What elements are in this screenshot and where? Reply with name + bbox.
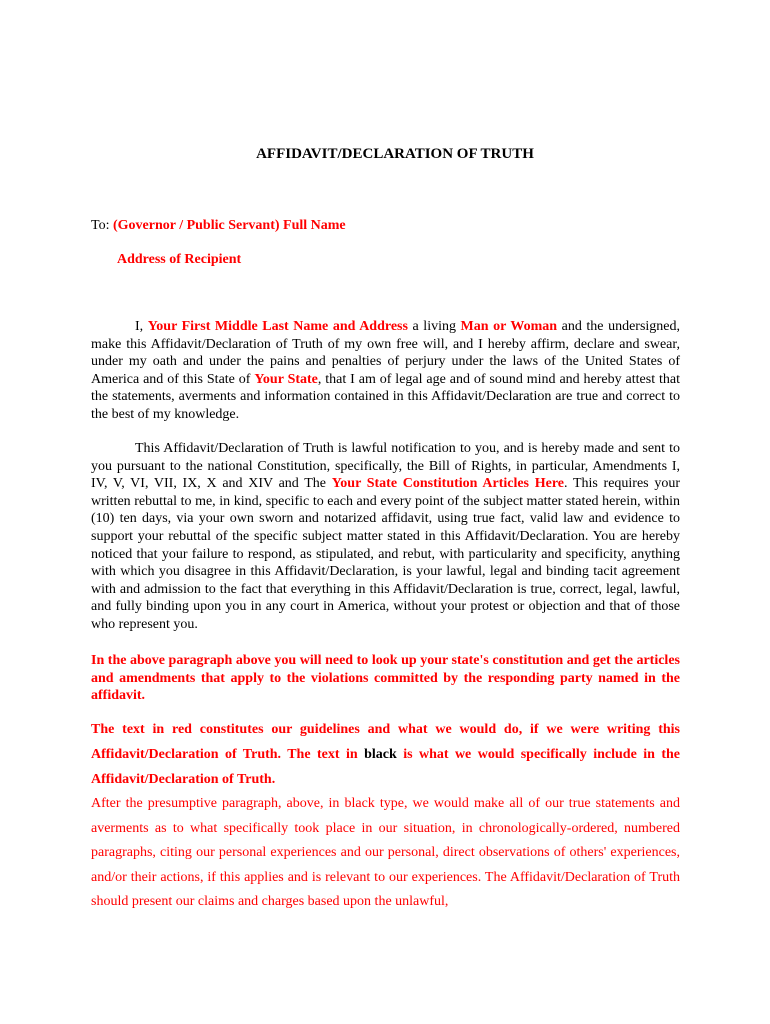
guideline-statements-paragraph: After the presumptive paragraph, above, in black type, we would make all of our true statements and averments as to what specifically took place in our situation, in chronologically-ordered, numbered paragraphs, citing our personal experiences and our personal, direct observations of others' experiences, and/or their actions, if this applies and is relevant to our experiences. The Affidavit/Declaration of Truth should present our claims and charges based upon the unlawful, bbox=[91, 796, 680, 909]
recipient-line bbox=[91, 218, 346, 234]
p1-text-c: a living bbox=[407, 319, 461, 334]
p2-text-c: . This requires your written rebuttal to me, in kind, specific to each and every point of the subject matter stated herein, within (10) ten days, via your own sworn and notarized affidavit, using true fact, valid law and evidence to support your rebuttal of the specific subject matter stated in this Affidavit/Declaration. You are hereby noticed that your failure to respond, as stipulated, and rebut, with particularity and specificity, anything with which you disagree in this Affidavit/Declaration, is your lawful, legal and binding tacit agreement with and admission to the fact that everything in this Affidavit/Declaration is true, correct, legal, lawful, and fully binding upon you in any court in America, without your protest or objection and that of those who represent you. bbox=[91, 476, 680, 632]
placeholder-man-or-woman: Man or Woman bbox=[460, 319, 558, 334]
notification-paragraph bbox=[91, 440, 680, 634]
p1-text-g: , that I am of legal age and of sound mind and hereby attest that the statements, averments and information contained in this Affidavit/Declaration are true and correct to the best of my knowledge. bbox=[91, 371, 680, 422]
recipient-name: (Governor / Public Servant) Full Name bbox=[112, 218, 346, 233]
placeholder-state: Your State bbox=[254, 371, 318, 387]
p1-text-e: and the undersigned, make this Affidavit/Declaration of Truth of my own free will, and I hereby affirm, declare and swear, under my oath and under the pains and penalties of perjury under the laws of the United States of America and of this State of bbox=[91, 319, 680, 387]
p4-text-c: is what we would specifically include in the Affidavit/Declaration of Truth. bbox=[91, 747, 680, 787]
p4-black-word: black bbox=[364, 747, 397, 762]
p1-text-a: I, bbox=[135, 319, 148, 334]
placeholder-full-name: Your First Middle Last Name and Address bbox=[147, 319, 408, 334]
document-title: AFFIDAVIT/DECLARATION OF TRUTH bbox=[256, 146, 534, 162]
guideline-constitution-note: In the above paragraph above you will need to look up your state's constitution and get the articles and amendments that apply to the violations committed by the responding party named in the affidavit. bbox=[91, 653, 680, 704]
placeholder-constitution-articles: Your State Constitution Articles Here bbox=[331, 476, 564, 492]
guideline-red-text-note bbox=[91, 717, 680, 792]
to-prefix: To: bbox=[91, 218, 113, 233]
affirmation-paragraph bbox=[91, 318, 680, 424]
recipient-address: Address of Recipient bbox=[117, 252, 242, 267]
p4-text-a: The text in red constitutes our guidelines and what we would do, if we were writing this Affidavit/Declaration of Truth. The text in bbox=[91, 722, 680, 762]
p2-text-a: This Affidavit/Declaration of Truth is lawful notification to you, and is hereby made and sent to you pursuant to the national Constitution, specifically, the Bill of Rights, in particular, Amendments I, IV, V, VI, VII, IX, X and XIV and The bbox=[91, 441, 680, 492]
